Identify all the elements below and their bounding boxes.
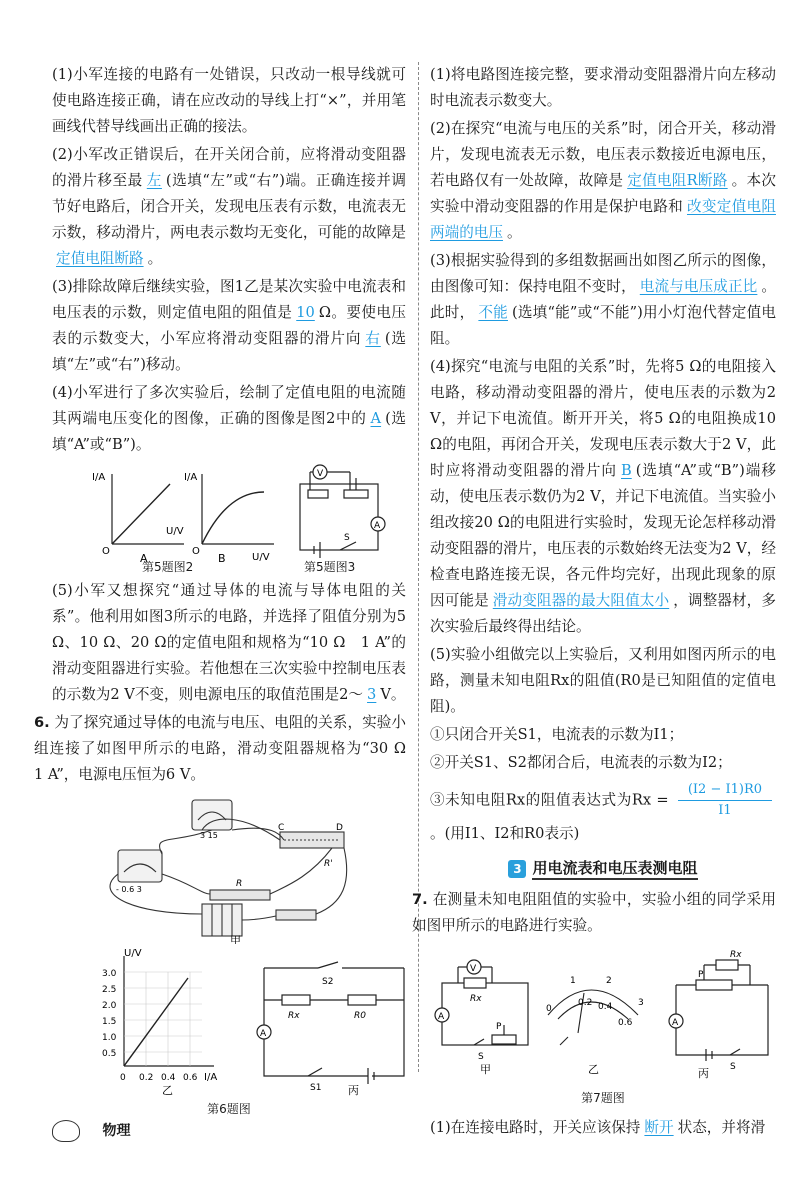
answer-b-end: B [621, 462, 632, 479]
q7-part1-text-a: (1)在连接电路时，开关应该保持 [430, 1119, 641, 1136]
yi-xtick: 0.6 [183, 1073, 198, 1083]
fig7-yi-label: 乙 [588, 1063, 599, 1076]
q7-stem [412, 887, 776, 939]
q6-part4-text-a: (4)探究“电流与电阻的关系”时，先将5 Ω的电阻接入电路，移动滑动变阻器的滑片，使电压表的示数为2 V，并记下电流值。断开开关，将5 Ω的电阻换成10 Ω的电阻，再闭合开关，发现电压表示数大于2 V，此时应将滑动变阻器的滑片向 [430, 358, 776, 479]
caption-fig7: 第7题图 [581, 1091, 625, 1105]
q5-part5-text-a: (5)小军又想探究“通过导体的电流与导体电阻的关系”。他利用如图3所示的电路，并选择了阻值分别为5 Ω、10 Ω、20 Ω的定值电阻和规格为“10 Ω 1 A”的滑动变阻器进行实验。若他想在三次实验中控制电压表的示数为2 V不变，则电源电压的取值范围是2～ [52, 582, 406, 703]
yi-ylabel: U/V [124, 948, 142, 959]
left-column [34, 62, 421, 1122]
q5-part4-text-a: (4)小军进行了多次实验后，绘制了定值电阻的电流随其两端电压变化的图像，正确的图像是图2中的 [52, 384, 406, 427]
section-title: 用电流表和电压表测电阻 [532, 859, 697, 880]
q5-part3-text-a: (3)排除故障后继续实验，图1乙是某次实验中电流表和电压表的示数，则定值电阻的阻值是 [52, 278, 406, 321]
q5-part3 [52, 274, 406, 378]
q7-bing-rx: Rx [730, 950, 742, 960]
section-heading [430, 855, 776, 881]
q7-tick: 2 [606, 976, 612, 986]
fig6-bing-label: 丙 [348, 1084, 359, 1096]
q6-part3-text-b: 。此时， [430, 278, 776, 321]
answer-proportional: 电流与电压成正比 [639, 278, 758, 295]
q7-figure [430, 945, 776, 1085]
q6-step3-text-a: ③未知电阻Rx的阻值表达式为Rx = [430, 791, 669, 809]
q7-bing-p: P [698, 970, 704, 980]
q7-text: 在测量未知电阻阻值的实验中，实验小组的同学采用如图甲所示的电路进行实验。 [412, 891, 776, 934]
voltmeter-label: V [317, 469, 324, 479]
graph-b-label: B [218, 552, 226, 565]
q6-part3-text-c: (选填“能”或“不能”)用小灯泡代替定值电阻。 [430, 304, 776, 347]
right-column [412, 62, 776, 1141]
q6-part4 [430, 354, 776, 640]
q6-figure-yi-bing [52, 948, 406, 1096]
q7-figure-svg [430, 945, 776, 1085]
q6-step2: ②开关S1、S2都闭合后，电流表的示数为I2； [430, 754, 732, 771]
answer-formula [678, 780, 772, 821]
q6-step3 [430, 780, 776, 847]
answer-rheostat-role: 改变定值电阻两端的电压 [430, 198, 776, 241]
q7-part1-text-b: 状态，并将滑 [677, 1119, 766, 1136]
q6-part3 [430, 248, 776, 352]
yi-xtick: 0.4 [161, 1073, 176, 1083]
switch-label: S [344, 533, 350, 543]
resistor-label: R [236, 879, 243, 889]
q7-rx: Rx [470, 994, 482, 1004]
q7-tick: 3 [638, 998, 644, 1008]
graph-b-ylabel: I/A [184, 472, 198, 483]
mascot-icon [52, 1120, 80, 1142]
yi-ytick: 1.0 [102, 1033, 117, 1043]
yi-ytick: 1.5 [102, 1017, 117, 1027]
graph-b-origin: O [192, 546, 200, 557]
q5-part2 [52, 142, 406, 272]
q7-number: 7. [412, 891, 428, 908]
formula-denominator: I1 [718, 803, 732, 818]
q7-s: S [478, 1052, 484, 1062]
q6-part5: (5)实验小组做完以上实验后，又利用如图丙所示的电路，测量未知电阻Rx的阻值(R0是已知阻值的定值电阻)。 [430, 646, 776, 715]
q6-step3-text-b: 。(用I1、I2和R0表示) [430, 825, 580, 842]
q7-bing-s: S [730, 1062, 736, 1072]
q5-part3-text-c: (选填“左”或“右”)移动。 [52, 330, 406, 373]
caption-fig2: 第5题图2 [142, 560, 194, 574]
q6-figure-jia [52, 794, 406, 944]
q6-part4-text-c: ，调整器材，多次实验后最终得出结论。 [430, 592, 776, 635]
q5-part2-text-c: 。 [147, 250, 163, 267]
q6-jia-svg [52, 794, 406, 944]
answer-voltage: 3 [367, 686, 377, 703]
terminal-d: D [336, 823, 343, 833]
q7-tick: 0.2 [578, 998, 593, 1008]
bing-ammeter: A [260, 1029, 267, 1039]
q6-stem [34, 710, 421, 788]
q7-p: P [496, 1022, 502, 1032]
answer-direction: 右 [365, 330, 381, 347]
bing-r0: R0 [354, 1011, 366, 1021]
answer-open: 断开 [644, 1119, 674, 1136]
q7-tick: 0.4 [598, 1002, 613, 1012]
q7-tick: 1 [570, 976, 576, 986]
q5-part1: (1)小军连接的电路有一处错误，只改动一根导线就可使电路连接正确，请在应改动的导线上打“×”，并用笔画线代替导线画出正确的接法。 [52, 66, 406, 135]
answer-fault-r: 定值电阻R断路 [627, 172, 728, 189]
graph-a-xlabel: U/V [166, 526, 184, 537]
q5-part4 [52, 380, 406, 458]
q7-bing-ammeter: A [672, 1018, 679, 1028]
yi-ytick: 0.5 [102, 1049, 117, 1059]
q6-step1: ①只闭合开关S1，电流表的示数为I1； [430, 726, 684, 743]
bing-rx: Rx [288, 1011, 300, 1021]
q5-part5 [52, 578, 406, 708]
formula-numerator: (I2 − I1)R0 [678, 780, 772, 801]
answer-fault: 定值电阻断路 [56, 250, 144, 267]
graph-a [92, 472, 184, 565]
yi-xlabel: I/A [204, 1072, 218, 1083]
fig6-jia-label: 甲 [230, 934, 241, 944]
yi-ytick: 2.0 [102, 1001, 117, 1011]
caption-fig6: 第6题图 [207, 1102, 251, 1116]
rheostat-label: R' [324, 859, 333, 869]
graph-b [184, 472, 274, 565]
graph-a-ylabel: I/A [92, 472, 106, 483]
answer-cannot: 不能 [478, 304, 508, 321]
q5-part2-text-a: (2)小军改正错误后，在开关闭合前，应将滑动变阻器的滑片移至最 [52, 146, 406, 189]
q6-part3-text-a: (3)根据实验得到的多组数据画出如图乙所示的图像，由图像可知：保持电阻不变时， [430, 252, 776, 295]
q5-part4-text-b: (选填“A”或“B”)。 [52, 410, 406, 453]
circuit-fig3 [300, 465, 385, 558]
answer-graph: A [370, 410, 382, 427]
circuit-bing-7 [669, 960, 768, 1061]
page-footer [52, 1120, 130, 1142]
q6-part2-text-b: 。本次实验中滑动变阻器的作用是保护电路和 [430, 172, 776, 215]
q6-text: 为了探究通过导体的电流与电压、电阻的关系，实验小组连接了如图甲所示的电路，滑动变阻器规格为“30 Ω 1 A”，电源电压恒为6 V。 [34, 714, 421, 783]
answer-resistance: 10 [296, 304, 315, 321]
answer-reason: 滑动变阻器的最大阻值太小 [492, 592, 670, 609]
graph-a-label: A [140, 552, 148, 565]
q6-number: 6. [34, 714, 50, 731]
q5-part2-text-b: (选填“左”或“右”)端。正确连接并调节好电路后，闭合开关，发现电压表有示数，电流表无示数，移动滑片，两电表示数均无变化，可能的故障是 [52, 172, 406, 241]
voltmeter-terminals: 3 15 [200, 831, 218, 840]
answer-left-right: 左 [146, 172, 162, 189]
q6-part2-text-a: (2)在探究“电流与电压的关系”时，闭合开关，移动滑片，发现电流表无示数，电压表示数接近电源电压，若电路仅有一处故障，故障是 [430, 120, 776, 189]
yi-xtick: 0 [120, 1073, 126, 1083]
bing-s2: S2 [322, 977, 334, 987]
graph-yi [102, 948, 217, 1096]
yi-ytick: 3.0 [102, 969, 117, 979]
q7-tick: 0 [546, 1004, 552, 1014]
q7-ammeter: A [438, 1012, 445, 1022]
q6-part4-text-b: (选填“A”或“B”)端移动，使电压表示数仍为2 V，并记下电流值。当实验小组改接20 Ω的电阻进行实验时，发现无论怎样移动滑动变阻器的滑片，电压表的示数始终无法变为2 V，经检查电路连接无误，各元件均完好，出现此现象的原因可能是 [430, 462, 776, 609]
graph-b-xlabel: U/V [252, 552, 270, 563]
q7-tick: 0.6 [618, 1018, 633, 1028]
section-number: 3 [508, 860, 526, 878]
ammeter-label: A [374, 521, 381, 531]
q6-part1: (1)将电路图连接完整，要求滑动变阻器滑片向左移动时电流表示数变大。 [430, 66, 776, 109]
q5-part5-text-b: V。 [380, 686, 406, 703]
q6-part2-text-c: 。 [506, 224, 522, 241]
caption-fig3: 第5题图3 [304, 560, 356, 574]
q6-yi-bing-svg [52, 948, 406, 1096]
ammeter-terminals: - 0.6 3 [116, 885, 142, 894]
q6-part2 [430, 116, 776, 246]
fig6-yi-label: 乙 [162, 1084, 173, 1096]
q7-part1 [430, 1115, 776, 1141]
yi-ytick: 2.5 [102, 985, 117, 995]
terminal-c: C [278, 823, 285, 833]
subject-label: 物理 [102, 1123, 131, 1139]
bing-s1: S1 [310, 1083, 322, 1093]
q5-part3-text-b: Ω。要使电压表的示数变大，小军应将滑动变阻器的滑片向 [52, 304, 406, 347]
graph-a-origin: O [102, 546, 110, 557]
fig7-jia-label: 甲 [480, 1063, 491, 1076]
yi-xtick: 0.2 [139, 1073, 154, 1083]
q5-figures [52, 462, 406, 574]
fig7-bing-label: 丙 [698, 1067, 709, 1080]
q7-voltmeter: V [470, 964, 477, 974]
